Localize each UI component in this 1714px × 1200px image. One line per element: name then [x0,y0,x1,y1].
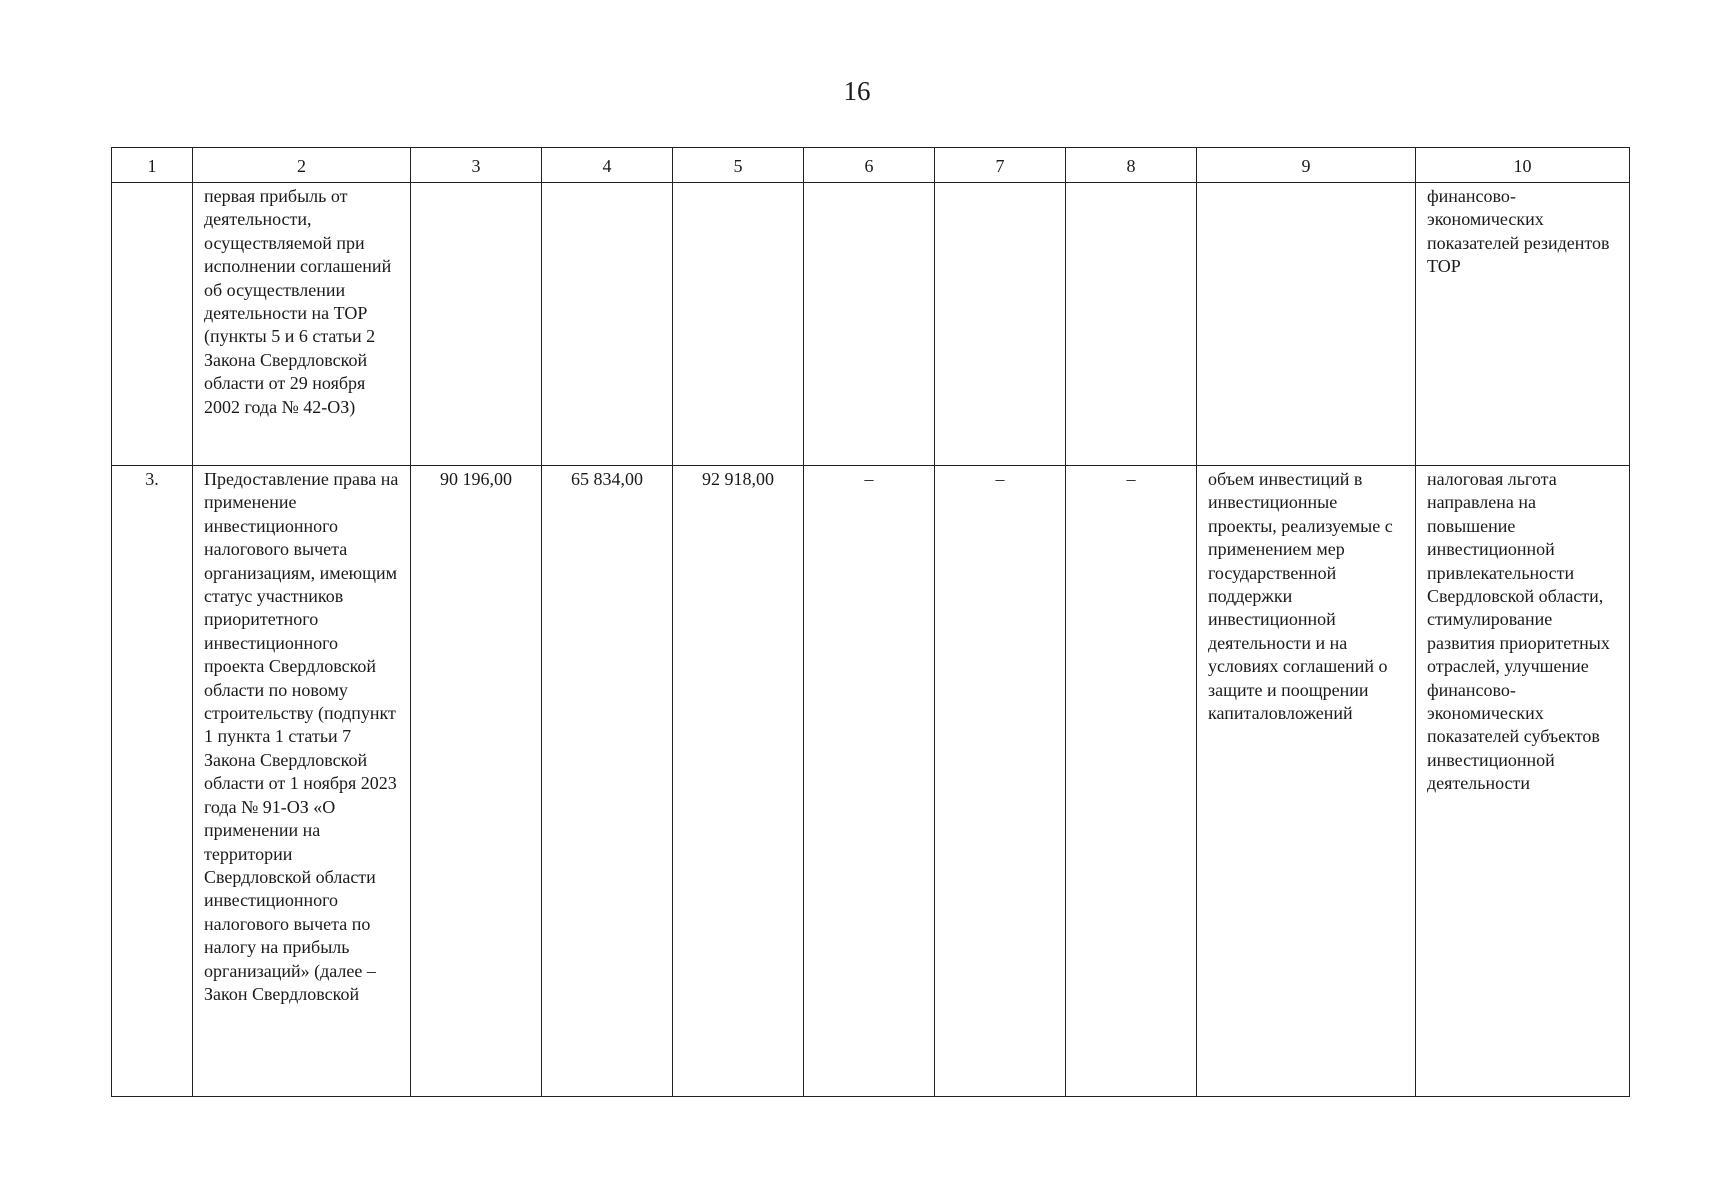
cell-purpose: налоговая льгота направлена на повышение инвестиционной привлекательности Свердловской области, стимулирование развития приоритетных отраслей, улучшение финансово-экономических показателей субъектов инвестиционной деятельности [1416,466,1630,1097]
column-header-3: 3 [411,148,542,183]
cell-col7: – [935,466,1066,1097]
document-table [111,147,1630,1097]
cell-col8 [1066,183,1197,466]
table-row-continuation [112,183,1630,466]
cell-indicator [1197,183,1416,466]
cell-col4 [542,183,673,466]
cell-col8: – [1066,466,1197,1097]
cell-col4: 65 834,00 [542,466,673,1097]
column-header-5: 5 [673,148,804,183]
cell-col7 [935,183,1066,466]
cell-col3: 90 196,00 [411,466,542,1097]
column-header-4: 4 [542,148,673,183]
column-header-6: 6 [804,148,935,183]
column-header-2: 2 [193,148,411,183]
cell-number [112,183,193,466]
column-header-9: 9 [1197,148,1416,183]
cell-purpose: финансово-экономических показателей резидентов ТОР [1416,183,1630,466]
cell-col5 [673,183,804,466]
table-row-3 [112,466,1630,1097]
cell-col6 [804,183,935,466]
cell-number: 3. [112,466,193,1097]
column-header-10: 10 [1416,148,1630,183]
column-header-8: 8 [1066,148,1197,183]
header-row [112,148,1630,183]
cell-description: первая прибыль от деятельности, осуществляемой при исполнении соглашений об осуществлении деятельности на ТОР (пункты 5 и 6 статьи 2 Закона Свердловской области от 29 ноября 2002 года № 42-ОЗ) [193,183,411,466]
cell-col6: – [804,466,935,1097]
cell-indicator: объем инвестиций в инвестиционные проекты, реализуемые с применением мер государственной поддержки инвестиционной деятельности и на условиях соглашений о защите и поощрении капиталовложений [1197,466,1416,1097]
page-number: 16 [843,76,871,106]
cell-col5: 92 918,00 [673,466,804,1097]
column-header-7: 7 [935,148,1066,183]
column-header-1: 1 [112,148,193,183]
cell-description: Предоставление права на применение инвестиционного налогового вычета организациям, имеющим статус участников приоритетного инвестиционного проекта Свердловской области по новому строительству (подпункт 1 пункта 1 статьи 7 Закона Свердловской области от 1 ноября 2023 года № 91-ОЗ «О применении на территории Свердловской области инвестиционного налогового вычета по налогу на прибыль организаций» (далее – Закон Свердловской [193,466,411,1097]
cell-col3 [411,183,542,466]
